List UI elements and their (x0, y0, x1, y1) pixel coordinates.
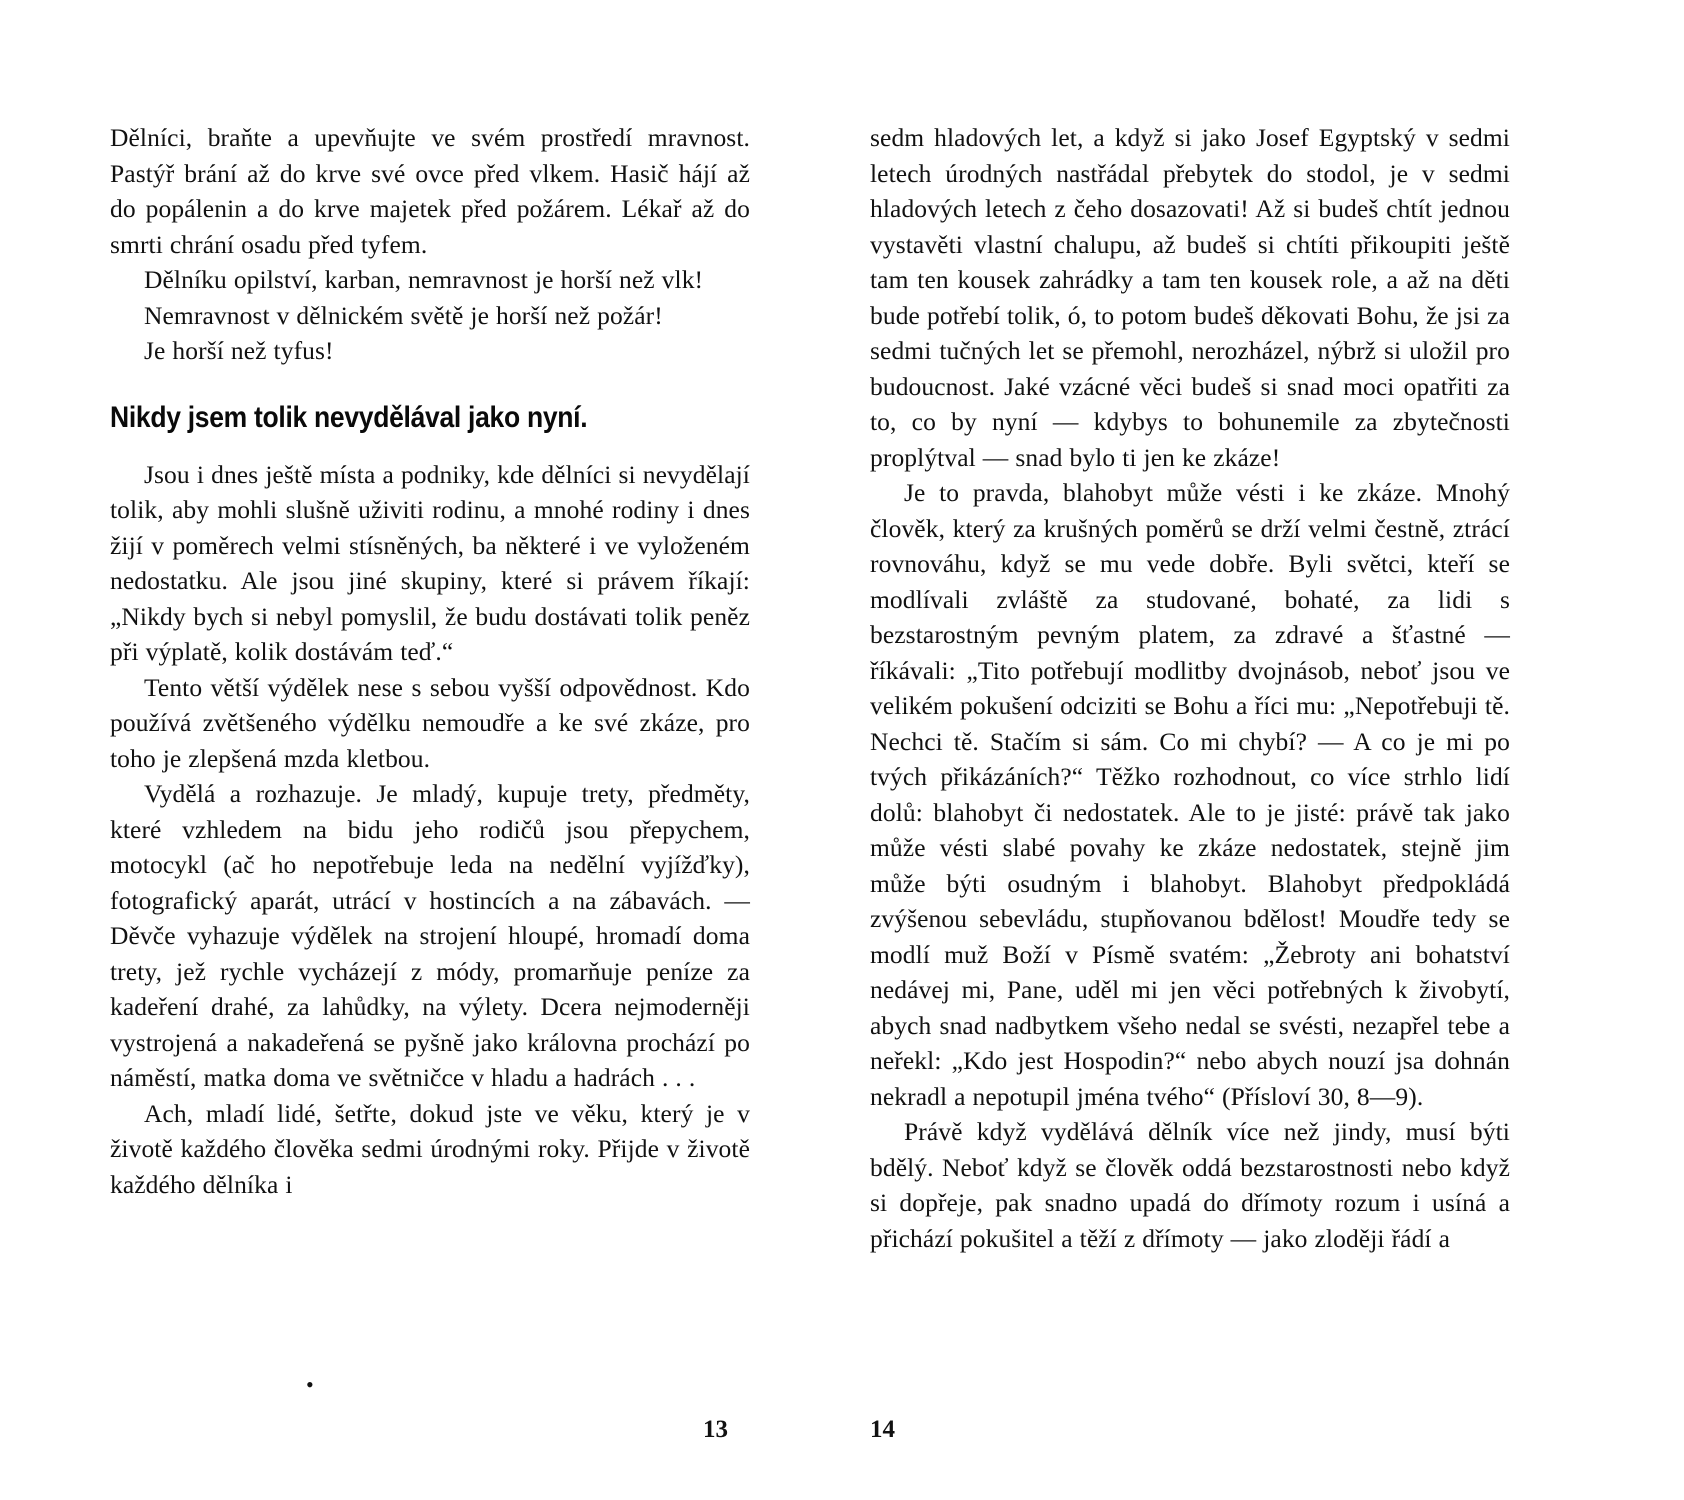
right-page-text (870, 120, 1510, 1256)
paragraph: Ach, mladí lidé, šetřte, dokud jste ve věku, který je v životě každého člověka sedmi úrodnými roky. Přijde v životě každého dělníka i (110, 1098, 750, 1199)
paragraph: Vydělá a rozhazuje. Je mladý, kupuje trety, předměty, které vzhledem na bidu jeho rodičů jsou přepychem, motocykl (ač ho nepotřebuje leda na nedělní vyjížďky), fotografický aparát, utrácí v hostincích a na zábavách. — Děvče vyhazuje výdělek na strojení hloupé, hromadí doma trety, jež rychle vycházejí z módy, promarňuje peníze za kadeření drahé, za lahůdky, na výlety. Dcera nejmoderněji vystrojená a nakadeřená se pyšně jako královna prochází po náměstí, matka doma ve světničce v hladu a hadrách . . . (110, 779, 750, 1092)
page-number-left: 13 (703, 1416, 728, 1443)
paragraph: Je horší než tyfus! (144, 336, 334, 365)
left-page-text (110, 120, 750, 369)
ink-speck: • (306, 1372, 314, 1397)
paragraph: Tento větší výdělek nese s sebou vyšší odpovědnost. Kdo používá zvětšeného výdělku nemoudře a ke své zkáze, pro toho je zlepšená mzda kletbou. (110, 672, 750, 773)
paragraph: Dělníci, braňte a upevňujte ve svém prostředí mravnost. Pastýř brání až do krve své ovce před vlkem. Hasič hájí až do popálenin a do krve majetek před požárem. Lékař až do smrti chrání osadu před tyfem. (110, 123, 750, 259)
left-page-column (110, 120, 750, 1500)
paragraph: sedm hladových let, a když si jako Josef Egyptský v sedmi letech úrodných nastřádal přebytek do stodol, je v sedmi hladových letech z čeho dosazovati! Až si budeš chtít jednou vystavěti vlastní chalupu, až budeš si chtíti přikoupiti ještě tam ten kousek zahrádky a tam ten kousek role, a až na děti bude potřebí tolik, ó, to potom budeš děkovati Bohu, že jsi za sedmi tučných let se přemohl, nerozházel, nýbrž si uložil pro budoucnost. Jaké vzácné věci budeš si snad moci opatřiti za to, co by nyní — kdybys to bohunemile za zbytečnosti proplýtval — snad bylo ti jen ke zkáze! (870, 123, 1510, 472)
paragraph: Právě když vydělává dělník více než jindy, musí býti bdělý. Neboť když se člověk oddá bezstarostnosti nebo když si dopřeje, pak snadno upadá do dřímoty rozum i usíná a přichází pokušitel a těží z dřímoty — jako zloději řádí a (870, 1117, 1510, 1253)
right-page-column (870, 120, 1510, 1500)
paragraph: Nemravnost v dělnickém světě je horší než požár! (144, 300, 663, 330)
paragraph: Je to pravda, blahobyt může vésti i ke zkáze. Mnohý člověk, který za krušných poměrů se drží velmi čestně, ztrácí rovnováhu, když se mu vede dobře. Byli světci, kteří se modlívali zvláště za studované, bohaté, za lidi s bezstarostným pevným platem, za zdravé a šťastné — říkávali: „Tito potřebují modlitby dvojnásob, neboť jsou ve velikém pokušení odciziti se Bohu a říci mu: „Nepotřebuji tě. Nechci tě. Stačím si sám. Co mi chybí? — A co je mi po tvých přikázáních?“ Těžko rozhodnout, co více strhlo lidí dolů: blahobyt či nedostatek. Ale to je jisté: právě tak jako může vésti slabé povahy ke zkáze nedostatek, stejně jim může býti osudným i blahobyt. Blahobyt předpokládá zvýšenou sebevládu, stupňovanou bdělost! Moudře tedy se modlí muž Boží v Písmě svatém: „Žebroty ani bohatství nedávej mi, Pane, uděl mi jen věci potřebných k živobytí, abych snad nadbytkem všeho nedal se svésti, nezapřel tebe a neřekl: „Kdo jest Hospodin?“ nebo abych nouzí jsa dohnán nekradl a nepotupil jména tvého“ (Přísloví 30, 8—9). (870, 478, 1510, 1111)
paragraph: Jsou i dnes ještě místa a podniky, kde dělníci si nevydělají tolik, aby mohli slušně uživiti rodinu, a mnohé rodiny i dnes žijí v poměrech velmi stísněných, ba některé i ve vyloženém nedostatku. Ale jsou jiné skupiny, které si právem říkají: „Nikdy bych si nebyl pomyslil, že budu dostávati tolik peněz při výplatě, kolik dostávám teď.“ (110, 459, 750, 666)
section-subheading: Nikdy jsem tolik nevydělával jako nyní. (110, 399, 588, 434)
paragraph: Dělníku opilství, karban, nemravnost je horší než vlk! (144, 265, 704, 294)
left-page-text-continued (110, 457, 750, 1203)
page-number-right: 14 (870, 1416, 895, 1443)
